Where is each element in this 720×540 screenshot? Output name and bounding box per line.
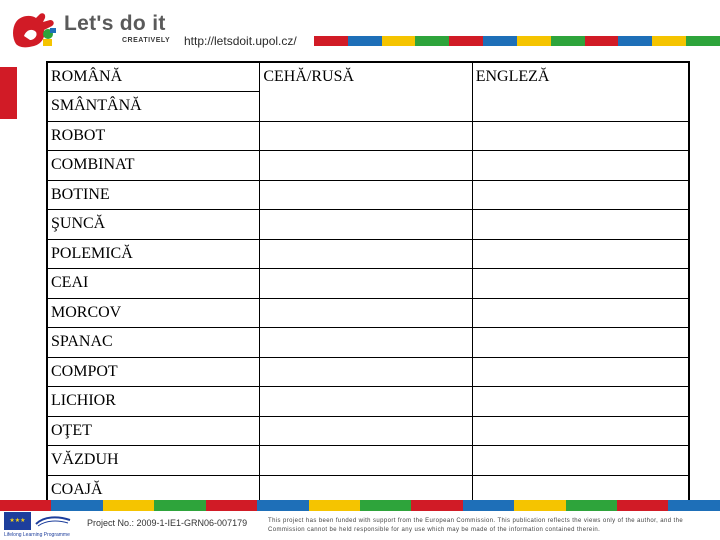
funding-disclaimer: This project has been funded with support from the European Commission. This publication reflects the views only of the author, and the Commission cannot be held responsible for any use which may be made of the information contained therein. xyxy=(268,518,684,533)
stripe-segment xyxy=(449,36,483,46)
word-cell: SPANAC xyxy=(47,328,260,358)
table-row xyxy=(47,239,689,269)
stripe-segment xyxy=(585,36,619,46)
word-cell: SMÂNTÂNĂ xyxy=(47,92,260,122)
word-cell: LICHIOR xyxy=(47,387,260,417)
stripe-segment xyxy=(360,500,411,511)
translation-cell-ceha-rusa[interactable] xyxy=(260,387,472,417)
translation-cell-ceha-rusa[interactable] xyxy=(260,151,472,181)
table-header-row xyxy=(47,62,689,92)
word-cell: COAJĂ xyxy=(47,475,260,505)
word-cell: BOTINE xyxy=(47,180,260,210)
logo-text: Let's do it xyxy=(64,12,166,35)
table-row xyxy=(47,298,689,328)
translation-cell-ceha-rusa[interactable] xyxy=(260,416,472,446)
table-row xyxy=(47,210,689,240)
word-cell: POLEMICĂ xyxy=(47,239,260,269)
word-cell: ŞUNCĂ xyxy=(47,210,260,240)
translation-cell-ceha-rusa[interactable] xyxy=(260,239,472,269)
llp-logo-icon xyxy=(34,514,72,528)
stripe-segment xyxy=(668,500,719,511)
vocabulary-table xyxy=(46,61,690,506)
translation-cell-engleza[interactable] xyxy=(472,210,689,240)
translation-cell-engleza[interactable] xyxy=(472,151,689,181)
header-cell-engleza: ENGLEZĂ xyxy=(472,62,689,121)
stripe-segment xyxy=(617,500,668,511)
translation-cell-engleza[interactable] xyxy=(472,328,689,358)
word-cell: COMPOT xyxy=(47,357,260,387)
stripe-segment xyxy=(257,500,308,511)
translation-cell-ceha-rusa[interactable] xyxy=(260,328,472,358)
stripe-segment xyxy=(514,500,565,511)
translation-cell-ceha-rusa[interactable] xyxy=(260,121,472,151)
word-cell: OŢET xyxy=(47,416,260,446)
word-cell: MORCOV xyxy=(47,298,260,328)
stripe-segment xyxy=(566,500,617,511)
translation-cell-engleza[interactable] xyxy=(472,298,689,328)
project-number: Project No.: 2009-1-IE1-GRN06-007179 xyxy=(87,518,248,528)
translation-cell-ceha-rusa[interactable] xyxy=(260,210,472,240)
word-cell: VĂZDUH xyxy=(47,446,260,476)
stripe-segment xyxy=(686,36,720,46)
translation-cell-engleza[interactable] xyxy=(472,387,689,417)
eu-flag-icon: ★★★ xyxy=(4,512,31,530)
table-row xyxy=(47,269,689,299)
translation-cell-ceha-rusa[interactable] xyxy=(260,446,472,476)
table-row xyxy=(47,121,689,151)
translation-cell-ceha-rusa[interactable] xyxy=(260,357,472,387)
translation-cell-ceha-rusa[interactable] xyxy=(260,180,472,210)
translation-cell-engleza[interactable] xyxy=(472,446,689,476)
stripe-segment xyxy=(382,36,416,46)
translation-cell-engleza[interactable] xyxy=(472,357,689,387)
logo-subtext: CREATIVELY xyxy=(122,37,171,44)
stripe-segment xyxy=(411,500,462,511)
translation-cell-engleza[interactable] xyxy=(472,180,689,210)
header-cell-ceha-rusa: CEHĂ/RUSĂ xyxy=(260,62,472,121)
stripe-segment xyxy=(314,36,348,46)
stripe-segment xyxy=(206,500,257,511)
stripe-segment xyxy=(483,36,517,46)
stripe-segment xyxy=(154,500,205,511)
word-cell: CEAI xyxy=(47,269,260,299)
stripe-segment xyxy=(652,36,686,46)
header-cell-romana: ROMÂNĂ xyxy=(47,62,260,92)
stripe-segment xyxy=(348,36,382,46)
translation-cell-ceha-rusa[interactable] xyxy=(260,298,472,328)
footer-color-stripe xyxy=(0,500,720,511)
header-color-stripe xyxy=(314,36,720,46)
stripe-segment xyxy=(0,500,51,511)
website-url[interactable]: http://letsdoit.upol.cz/ xyxy=(184,34,297,48)
side-red-tab xyxy=(0,67,17,119)
translation-cell-engleza[interactable] xyxy=(472,239,689,269)
table-row xyxy=(47,357,689,387)
translation-cell-engleza[interactable] xyxy=(472,416,689,446)
stripe-segment xyxy=(618,36,652,46)
word-cell: ROBOT xyxy=(47,121,260,151)
table-row xyxy=(47,387,689,417)
translation-cell-ceha-rusa[interactable] xyxy=(260,269,472,299)
table-row xyxy=(47,416,689,446)
table-row xyxy=(47,180,689,210)
stripe-segment xyxy=(551,36,585,46)
translation-cell-engleza[interactable] xyxy=(472,121,689,151)
stripe-segment xyxy=(415,36,449,46)
word-cell: COMBINAT xyxy=(47,151,260,181)
table-row xyxy=(47,328,689,358)
stripe-segment xyxy=(309,500,360,511)
stripe-segment xyxy=(103,500,154,511)
llp-caption: Lifelong Learning Programme xyxy=(4,532,70,538)
stripe-segment xyxy=(463,500,514,511)
stripe-segment xyxy=(51,500,102,511)
table-row xyxy=(47,446,689,476)
lets-do-it-logo xyxy=(10,10,180,50)
table-row xyxy=(47,151,689,181)
stripe-segment xyxy=(517,36,551,46)
translation-cell-engleza[interactable] xyxy=(472,269,689,299)
hand-puzzle-logo-icon xyxy=(10,10,58,50)
